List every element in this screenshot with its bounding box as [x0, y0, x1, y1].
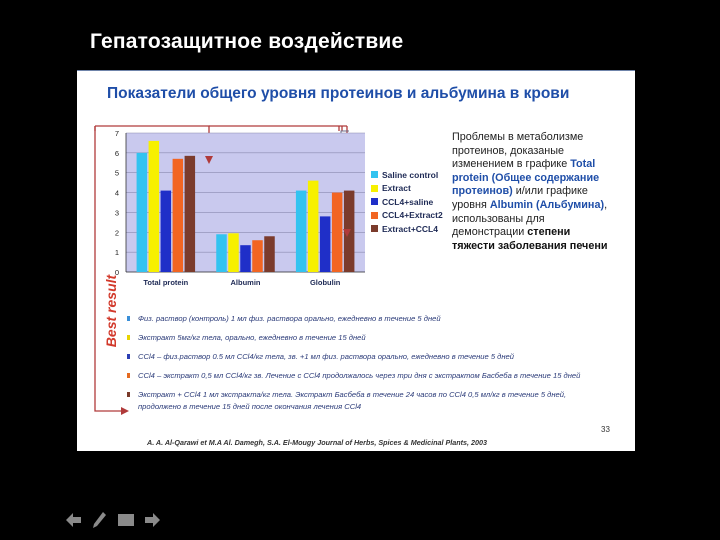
panel-title: Показатели общего уровня протеинов и альбумина в крови [107, 85, 570, 102]
note-bullet [127, 392, 130, 397]
note-bullet [127, 316, 130, 321]
legend-swatch [371, 185, 378, 192]
note-text: CCl4 – физ.раствор 0.5 мл CCl4/кг тела, зв. +1 мл физ. раствора орально, ежедневно в течение 5 дней [138, 352, 515, 361]
side-note [452, 131, 632, 253]
legend-item [371, 182, 443, 196]
bar [137, 153, 148, 272]
treatment-note [133, 352, 633, 362]
legend-label: Saline control [382, 169, 439, 180]
y-tick-label: 5 [114, 168, 119, 178]
note-text: продолжено в течение 15 дней после окончания лечения CCl4 [138, 402, 362, 411]
bar [173, 159, 184, 272]
treatment-note [133, 333, 633, 343]
slide-panel [77, 70, 635, 451]
side-note-bold: степени [527, 226, 571, 239]
plot-area [115, 129, 365, 287]
y-tick-label: 0 [114, 268, 119, 277]
y-tick-label: 2 [114, 228, 119, 238]
best-result-label: Best result [103, 274, 119, 348]
y-tick-label: 1 [114, 248, 119, 258]
pen-icon[interactable] [93, 512, 107, 528]
note-text: CCl4 – экстракт 0,5 мл CCl4/кг зв. Лечение с CCl4 продолжалось через три дня с экстрактом Басбеба в течение 15 дней [138, 371, 581, 380]
note-bullet [127, 335, 130, 340]
treatment-notes [133, 314, 633, 421]
legend-label: CCL4+saline [382, 196, 434, 207]
side-note-highlight: протеинов) [452, 185, 513, 198]
side-note-line [452, 185, 632, 199]
side-note-highlight: Total [570, 158, 596, 171]
bar [185, 156, 196, 272]
bar [161, 191, 172, 272]
legend-item [371, 195, 443, 209]
slide-title: Гепатозащитное воздействие [90, 30, 404, 53]
side-note-text: и/или графике [512, 185, 588, 198]
legend-swatch [371, 198, 378, 205]
side-note-line [452, 158, 632, 172]
citation: A. A. Al-Qarawi et M.A Al. Damegh, S.A. El-Mougy Journal of Herbs, Spices & Medicinal Plants, 2003 [147, 438, 488, 447]
bar [216, 234, 227, 272]
bar [320, 216, 331, 272]
side-note-text: изменением в графике [452, 158, 571, 171]
side-note-line: Проблемы в метаболизме [452, 131, 584, 143]
bar [228, 233, 239, 272]
side-note-line [452, 226, 632, 240]
bar [332, 193, 343, 272]
bar [240, 245, 251, 272]
legend-label: Extract [382, 183, 411, 194]
page-number: 33 [601, 425, 610, 434]
next-arrow-icon[interactable] [144, 513, 160, 527]
legend-label: CCL4+Extract2 [382, 210, 443, 221]
x-tick-label: Total protein [143, 278, 189, 287]
y-tick-label: 3 [114, 208, 119, 218]
screen-icon[interactable] [118, 514, 134, 526]
legend-item [371, 222, 443, 236]
bar [149, 141, 160, 272]
x-tick-label: Globulin [309, 278, 341, 287]
arrow-head-bottom [121, 407, 129, 415]
legend-swatch [371, 171, 378, 178]
chart-legend [371, 168, 443, 236]
side-note-text: , [604, 198, 608, 211]
note-text: Экстракт 5мг/кг тела, орально, ежедневно в течение 15 дней [138, 333, 366, 342]
bar [296, 191, 307, 272]
legend-swatch [371, 212, 378, 219]
y-tick-label: 6 [114, 148, 119, 158]
note-bullet [127, 354, 130, 359]
y-tick-label: 4 [114, 188, 119, 198]
side-note-text: уровня [452, 198, 490, 211]
side-note-text: демонстрации [452, 226, 528, 239]
side-note-line [452, 199, 632, 213]
side-note-bold: тяжести заболевания печени [452, 239, 608, 252]
legend-item [371, 209, 443, 223]
bar [252, 240, 263, 272]
x-tick-label: Albumin [230, 278, 261, 287]
treatment-note [133, 390, 633, 400]
legend-item [371, 168, 443, 182]
treatment-note [133, 314, 633, 324]
note-bullet [127, 373, 130, 378]
side-note-line: использованы для [452, 212, 545, 225]
legend-swatch [371, 225, 378, 232]
side-note-highlight: protein (Общее содержание [452, 171, 600, 184]
treatment-note [133, 402, 633, 412]
bar [264, 236, 275, 272]
side-note-line: протеинов, доказаные [452, 144, 565, 157]
treatment-note [133, 371, 633, 381]
note-text: Физ. раствор (контроль) 1 мл физ. раствора орально, ежедневно в течение 5 дней [138, 314, 441, 323]
side-note-highlight: Albumin (Альбумина) [489, 198, 605, 211]
note-text: Экстракт + CCl4 1 мл экстракта/кг тела. Экстракт Басбеба в течение 24 часов по CCl4 0,5 мл/кг в течение 5 дней, [138, 390, 567, 399]
legend-label: Extract+CCL4 [382, 223, 438, 234]
prev-arrow-icon[interactable] [66, 513, 82, 527]
bar [308, 181, 319, 272]
y-tick-label: 7 [114, 129, 119, 138]
